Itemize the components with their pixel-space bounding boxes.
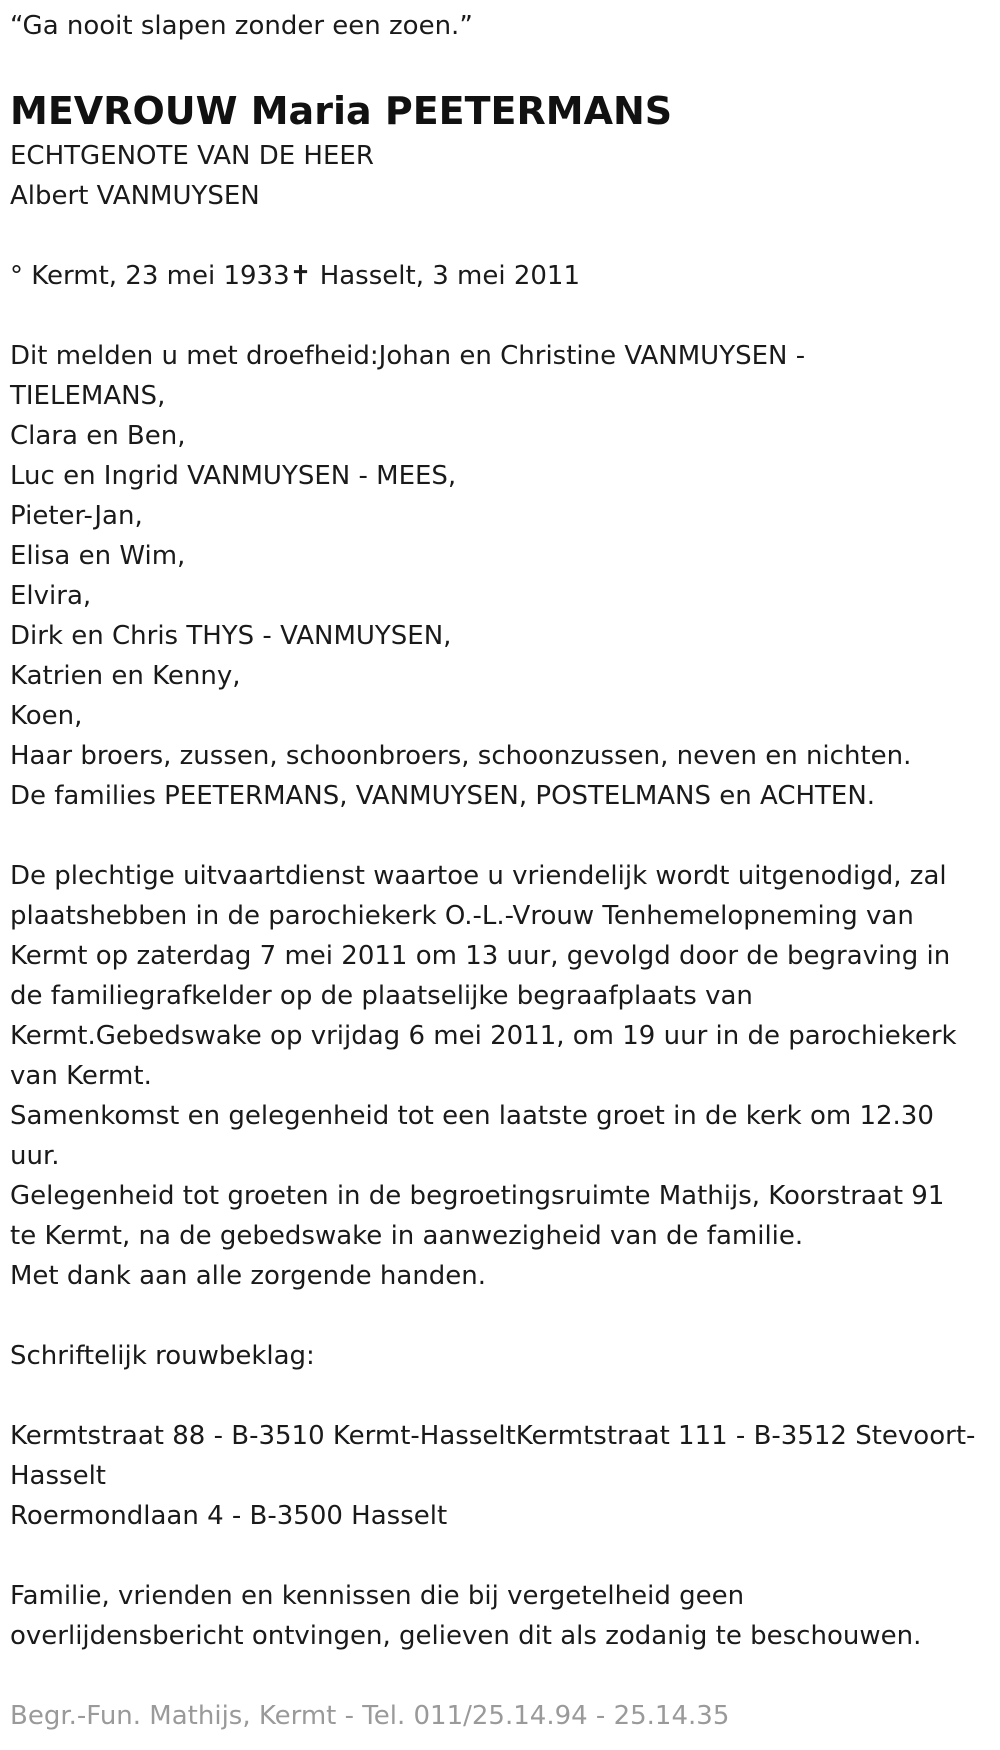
spacer xyxy=(10,1536,990,1576)
address-line: Kermtstraat 88 - B-3510 Kermt-HasseltKermtstraat 111 - B-3512 Stevoort- xyxy=(10,1421,976,1451)
spacer xyxy=(10,1376,990,1416)
family-line: Haar broers, zussen, schoonbroers, schoonzussen, neven en nichten. xyxy=(10,741,912,771)
ceremony-line: de familiegrafkelder op de plaatselijke begraafplaats van xyxy=(10,981,753,1011)
ceremony-line: De plechtige uitvaartdienst waartoe u vriendelijk wordt uitgenodigd, zal xyxy=(10,861,947,891)
deceased-name: MEVROUW Maria PEETERMANS xyxy=(10,89,673,133)
family-line: Dit melden u met droefheid:Johan en Christine VANMUYSEN - xyxy=(10,341,806,371)
address-line: Hasselt xyxy=(10,1461,106,1491)
ceremony-line: uur. xyxy=(10,1141,60,1171)
ceremony-line: Gelegenheid tot groeten in de begroetingsruimte Mathijs, Koorstraat 91 xyxy=(10,1181,945,1211)
ceremony-line: Kermt.Gebedswake op vrijdag 6 mei 2011, om 19 uur in de parochiekerk xyxy=(10,1021,957,1051)
ceremony-line: van Kermt. xyxy=(10,1061,152,1091)
cross-icon: ✝ xyxy=(289,261,312,291)
notice-line: overlijdensbericht ontvingen, gelieven dit als zodanig te beschouwen. xyxy=(10,1621,922,1651)
spacer xyxy=(10,296,990,336)
spacer xyxy=(10,1296,990,1336)
spacer xyxy=(10,816,990,856)
ceremony-line: Kermt op zaterdag 7 mei 2011 om 13 uur, gevolgd door de begraving in xyxy=(10,941,951,971)
ceremony-line: plaatshebben in de parochiekerk O.-L.-Vrouw Tenhemelopneming van xyxy=(10,901,914,931)
funeral-home-footer: Begr.-Fun. Mathijs, Kermt - Tel. 011/25.14.94 - 25.14.35 xyxy=(10,1701,730,1731)
family-line: Katrien en Kenny, xyxy=(10,661,241,691)
family-line: Elisa en Wim, xyxy=(10,541,186,571)
family-line: Pieter-Jan, xyxy=(10,501,143,531)
quote: “Ga nooit slapen zonder een zoen.” xyxy=(10,11,473,41)
family-line: De families PEETERMANS, VANMUYSEN, POSTELMANS en ACHTEN. xyxy=(10,781,876,811)
ceremony-line: Met dank aan alle zorgende handen. xyxy=(10,1261,487,1291)
family-line: Luc en Ingrid VANMUYSEN - MEES, xyxy=(10,461,457,491)
ceremony-line: Samenkomst en gelegenheid tot een laatste groet in de kerk om 12.30 xyxy=(10,1101,934,1131)
ceremony-line: te Kermt, na de gebedswake in aanwezigheid van de familie. xyxy=(10,1221,804,1251)
spouse-name: Albert VANMUYSEN xyxy=(10,181,260,211)
condolences-label: Schriftelijk rouwbeklag: xyxy=(10,1341,315,1371)
birth-date: ° Kermt, 23 mei 1933 xyxy=(10,261,290,291)
family-line: TIELEMANS, xyxy=(10,381,166,411)
spacer xyxy=(10,216,990,256)
family-line: Clara en Ben, xyxy=(10,421,186,451)
address-line: Roermondlaan 4 - B-3500 Hasselt xyxy=(10,1501,448,1531)
family-line: Elvira, xyxy=(10,581,92,611)
dates-line xyxy=(10,256,990,296)
death-date: Hasselt, 3 mei 2011 xyxy=(311,261,581,291)
family-line: Dirk en Chris THYS - VANMUYSEN, xyxy=(10,621,452,651)
spacer xyxy=(10,1656,990,1696)
obituary-document xyxy=(10,0,990,1736)
notice-line: Familie, vrienden en kennissen die bij vergetelheid geen xyxy=(10,1581,745,1611)
family-line: Koen, xyxy=(10,701,83,731)
spouse-title: ECHTGENOTE VAN DE HEER xyxy=(10,141,374,171)
